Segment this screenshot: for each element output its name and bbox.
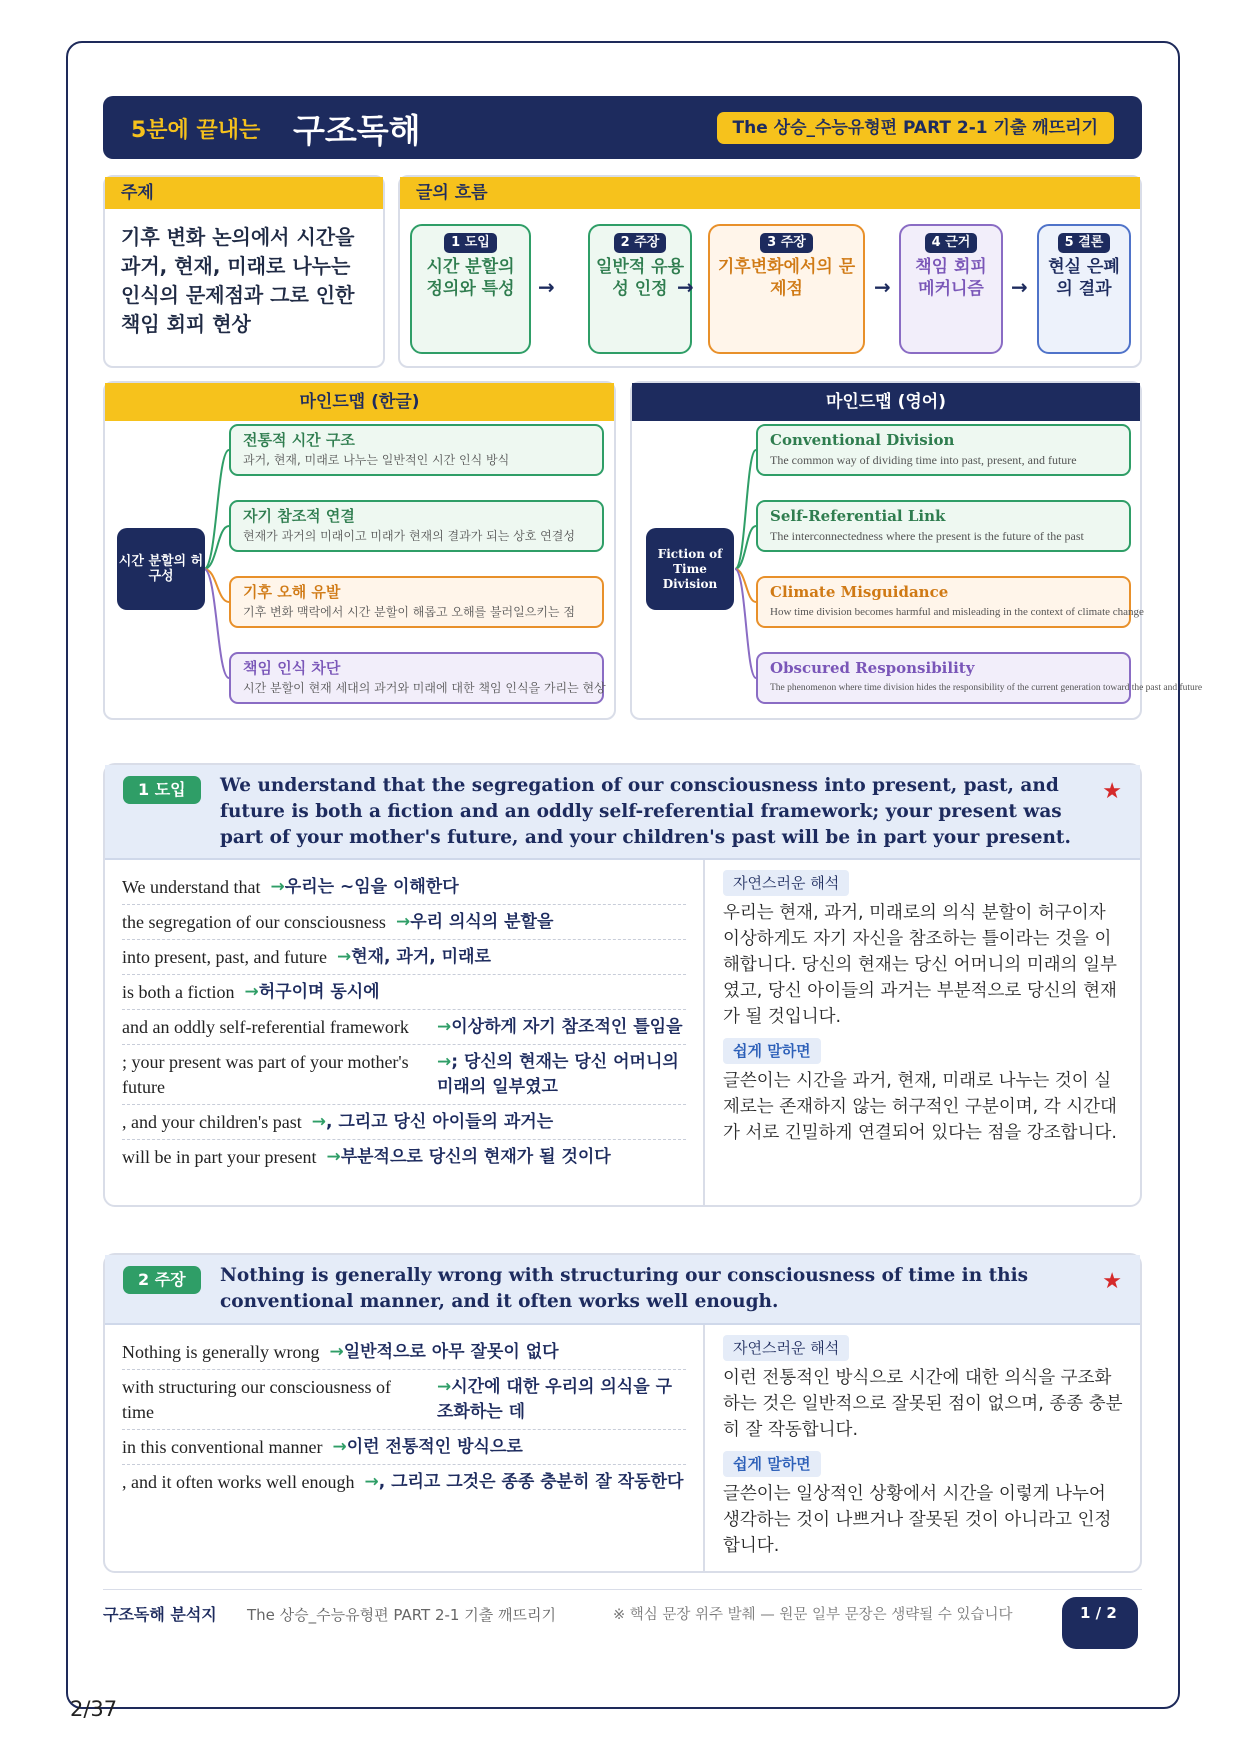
flow-step-label: 책임 회피 메커니즘: [915, 257, 987, 299]
flow-arrow: →: [874, 275, 891, 299]
phrase-en: , and your children's past: [122, 1112, 302, 1132]
flow-step-label: 시간 분할의 정의와 특성: [426, 257, 515, 299]
phrase-en: Nothing is generally wrong: [122, 1342, 320, 1362]
mindmap-node-desc: 현재가 과거의 미래이고 미래가 현재의 결과가 되는 상호 연결성: [243, 529, 575, 543]
phrase-ko: → 우리는 ~임을 이해한다: [271, 875, 459, 900]
mindmap-korean-node: [229, 500, 604, 552]
mindmap-node-title: Climate Misguidance: [770, 583, 949, 601]
page-number: 2/37: [70, 1697, 118, 1721]
mindmap-english: [630, 381, 1203, 720]
phrase-list: [105, 860, 705, 1205]
easy-explanation: 글쓴이는 일상적인 상황에서 시간을 이렇게 나누어 생각하는 것이 나쁘거나 잘못된 것이 아니라고 인정합니다.: [723, 1484, 1112, 1556]
flow-step-badge: 3 주장: [760, 233, 813, 253]
flow-arrow: →: [677, 275, 694, 299]
mindmap-korean-node: [229, 576, 604, 628]
easy-label: 쉽게 말하면: [723, 1038, 821, 1064]
natural-label: 자연스러운 해석: [723, 1335, 849, 1361]
mindmap-english-label: 마인드맵 (영어): [632, 383, 1140, 421]
header-tag: The 상승_수능유형편 PART 2-1 기출 깨뜨리기: [717, 112, 1115, 144]
phrase-row: [122, 870, 686, 905]
phrase-row: [122, 1045, 686, 1105]
phrase-row: [122, 975, 686, 1010]
phrase-ko: → 부분적으로 당신의 현재가 될 것이다: [326, 1145, 610, 1170]
flow-step-1: [410, 224, 531, 354]
header-title: 구조독해: [293, 111, 421, 150]
phrase-row: [122, 905, 686, 940]
natural-interpretation: 이런 전통적인 방식으로 시간에 대한 의식을 구조화하는 것은 일반적으로 잘못된 점이 없으며, 종종 충분히 잘 작동합니다.: [723, 1368, 1123, 1440]
natural-interpretation: 우리는 현재, 과거, 미래로의 의식 분할이 허구이자 이상하게도 자기 자신을 참조하는 틀이라는 것을 이해합니다. 당신의 현재는 당신 어머니의 미래의 일부였고, 당신 아이들의 과거는 부분적으로 당신의 현재가 될 것입니다.: [723, 903, 1117, 1027]
phrase-en: in this conventional manner: [122, 1437, 323, 1457]
phrase-row: [122, 940, 686, 975]
flow-step-label: 일반적 유용성 인정: [595, 257, 685, 299]
phrase-ko: → 이런 전통적인 방식으로: [332, 1435, 522, 1460]
mindmap-node-desc: 과거, 현재, 미래로 나누는 일반적인 시간 인식 방식: [243, 453, 510, 467]
footer-divider: [103, 1589, 1142, 1590]
phrase-ko: → 시간에 대한 우리의 의식을 구조화하는 데: [437, 1375, 686, 1425]
mindmap-english-node: [756, 576, 1144, 628]
phrase-en: with structuring our consciousness of time: [122, 1377, 391, 1422]
section-1: [103, 763, 1142, 1207]
section-badge: 2 주장: [123, 1266, 201, 1294]
mindmap-english-node: [756, 500, 1131, 552]
phrase-row: [122, 1370, 686, 1430]
mindmap-english-node: [756, 652, 1203, 704]
mindmap-node-title: 전통적 시간 구조: [243, 431, 355, 449]
mindmap-node-desc: How time division becomes harmful and misleading in the context of climate change: [770, 606, 1144, 618]
topic-text: 기후 변화 논의에서 시간을 과거, 현재, 미래로 나누는 인식의 문제점과 그로 인한 책임 회피 현상: [121, 225, 355, 336]
phrase-row: [122, 1140, 686, 1174]
section-2-header: [105, 1255, 1140, 1325]
phrase-list: [105, 1325, 705, 1571]
phrase-en: into present, past, and future: [122, 947, 327, 967]
section-badge: 1 도입: [123, 776, 201, 804]
flow-step-badge: 1 도입: [444, 233, 497, 253]
footer-title: 구조독해 분석지: [103, 1605, 217, 1624]
flow-step-label: 현실 은폐의 결과: [1048, 257, 1120, 299]
mindmap-node-title: 기후 오해 유발: [243, 583, 341, 601]
phrase-en: is both a fiction: [122, 982, 235, 1002]
flow-step-4: [899, 224, 1003, 354]
phrase-row: [122, 1105, 686, 1140]
interpretation-panel: [705, 1325, 1142, 1577]
mindmap-korean-node: [229, 652, 604, 704]
footer-page-indicator: 1 / 2: [1062, 1597, 1138, 1649]
flow-arrow: →: [1011, 275, 1028, 299]
easy-explanation: 글쓴이는 시간을 과거, 현재, 미래로 나누는 것이 실제로는 존재하지 않는 허구적인 구분이며, 각 시간대가 서로 긴밀하게 연결되어 있다는 점을 강조합니다.: [723, 1071, 1117, 1143]
mindmap-node-title: Conventional Division: [770, 431, 955, 449]
section-2-body: [105, 1325, 1140, 1571]
phrase-ko: → , 그리고 그것은 종종 충분히 잘 작동한다: [364, 1470, 683, 1495]
topic-card: [103, 175, 385, 368]
phrase-row: [122, 1430, 686, 1465]
footer-source: The 상승_수능유형편 PART 2-1 기출 깨뜨리기: [247, 1606, 556, 1624]
mindmap-node-desc: The interconnectedness where the present is the future of the past: [770, 529, 1084, 543]
flow-step-3: [708, 224, 865, 354]
header-pre-title: 5분에 끝내는: [131, 118, 261, 143]
phrase-ko: → 이상하게 자기 참조적인 틀임을: [437, 1015, 683, 1040]
header-banner: [103, 96, 1142, 159]
mindmap-node-desc: The phenomenon where time division hides the responsibility of the current generation toward the past and future: [770, 683, 1203, 693]
phrase-ko: → 일반적으로 아무 잘못이 없다: [329, 1340, 558, 1365]
phrase-en: the segregation of our consciousness: [122, 912, 386, 932]
interpretation-panel: [705, 860, 1142, 1164]
flow-label: 글의 흐름: [400, 177, 1140, 209]
section-sentence: Nothing is generally wrong with structuring our consciousness of time in this conventional manner, and it often works well enough.: [220, 1265, 1029, 1312]
phrase-en: , and it often works well enough: [122, 1472, 355, 1492]
star-icon: ★: [1102, 779, 1122, 804]
mindmap-node-desc: The common way of dividing time into past, present, and future: [770, 453, 1077, 467]
mindmap-node-title: 자기 참조적 연결: [243, 507, 355, 525]
phrase-row: [122, 1335, 686, 1370]
natural-label: 자연스러운 해석: [723, 870, 849, 896]
mindmap-english-root: Fiction of Time Division: [646, 528, 734, 610]
mindmap-korean-label: 마인드맵 (한글): [105, 383, 614, 421]
flow-step-badge: 2 주장: [614, 233, 667, 253]
phrase-ko: → 현재, 과거, 미래로: [337, 945, 491, 970]
flow-card: [398, 175, 1142, 368]
phrase-ko: → ; 당신의 현재는 당신 어머니의 미래의 일부였고: [437, 1050, 686, 1100]
phrase-row: [122, 1010, 686, 1045]
phrase-ko: → 허구이며 동시에: [244, 980, 379, 1005]
mindmap-node-title: Obscured Responsibility: [770, 659, 975, 677]
star-icon: ★: [1102, 1269, 1122, 1294]
mindmap-korean: [103, 381, 616, 720]
phrase-row: [122, 1465, 686, 1499]
easy-label: 쉽게 말하면: [723, 1451, 821, 1477]
phrase-en: will be in part your present: [122, 1147, 317, 1167]
section-1-body: [105, 860, 1140, 1205]
flow-arrow: →: [538, 275, 555, 299]
topic-label: 주제: [105, 177, 383, 209]
phrase-en: and an oddly self-referential framework: [122, 1017, 409, 1037]
phrase-en: We understand that: [122, 877, 261, 897]
mindmap-node-title: 책임 인식 차단: [243, 659, 341, 677]
mindmap-english-node: [756, 424, 1131, 476]
mindmap-node-desc: 기후 변화 맥락에서 시간 분할이 해롭고 오해를 불러일으키는 점: [243, 605, 575, 619]
mindmap-node-title: Self-Referential Link: [770, 507, 946, 525]
footer-note: ※ 핵심 문장 위주 발췌 — 원문 일부 문장은 생략될 수 있습니다: [613, 1607, 1013, 1623]
flow-step-label: 기후변화에서의 문제점: [717, 257, 856, 299]
flow-step-badge: 5 결론: [1058, 233, 1111, 253]
phrase-ko: → , 그리고 당신 아이들의 과거는: [312, 1110, 553, 1135]
phrase-ko: → 우리 의식의 분할을: [396, 910, 553, 935]
mindmap-korean-node: [229, 424, 604, 476]
section-2: [103, 1253, 1142, 1573]
section-1-header: [105, 765, 1140, 860]
flow-step-badge: 4 근거: [925, 233, 978, 253]
phrase-en: ; your present was part of your mother's future: [122, 1052, 409, 1097]
mindmap-korean-root: 시간 분할의 허구성: [117, 528, 205, 610]
flow-step-5: [1037, 224, 1131, 354]
mindmap-node-desc: 시간 분할이 현재 세대의 과거와 미래에 대한 책임 인식을 가리는 현상: [243, 681, 606, 695]
section-sentence: We understand that the segregation of our consciousness into present, past, and future is both a fiction and an oddly self-referential framework; your present was part of your mother's future, and your children's past will be in part your present.: [220, 775, 1071, 848]
